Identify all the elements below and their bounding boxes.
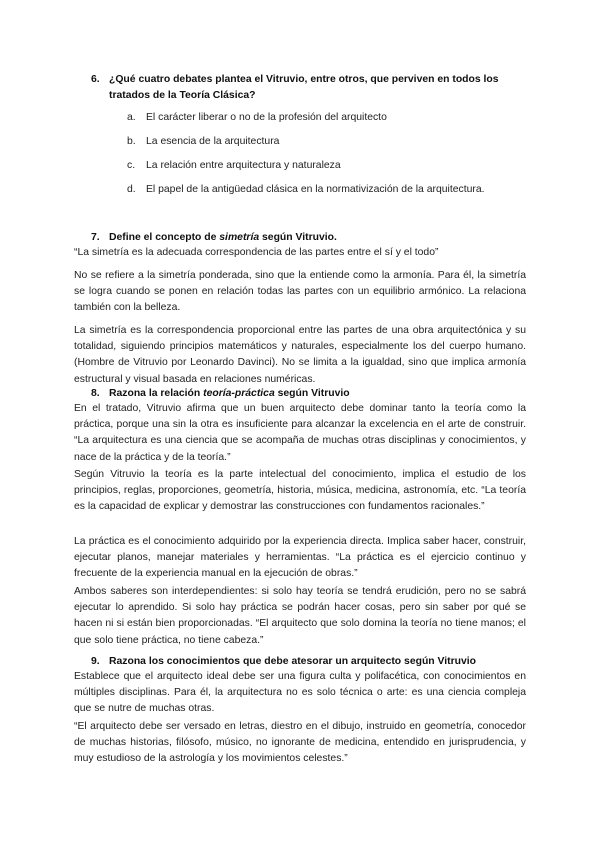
paragraph: La práctica es el conocimiento adquirido por la experiencia directa. Implica saber hacer, construir, ejecutar planos, manejar materiales y herramientas. “La práctica es el ejercicio continuo y frecuente de la experiencia manual en la ejecución de obras.”	[74, 536, 526, 580]
paragraph: En el tratado, Vitruvio afirma que un buen arquitecto debe dominar tanto la teoría como la práctica, porque una sin la otra es insuficiente para alcanzar la excelencia en el arte de construir. “La arquitectura es una ciencia que se acompaña de muchas otras disciplinas y conocimientos, y nace de la práctica y de la teoría.”	[74, 403, 526, 463]
title-emphasis: teoría-práctica	[203, 388, 275, 399]
list-letter: c.	[127, 160, 136, 171]
list-letter: a.	[127, 112, 136, 123]
question-title	[109, 386, 350, 401]
list-text: La relación entre arquitectura y naturaleza	[146, 160, 341, 171]
paragraph: Establece que el arquitecto ideal debe ser una figura culta y polifacética, con conocimientos en múltiples disciplinas. Para él, la arquitectura no es solo técnica o arte: es una ciencia compleja que se nutre de muchas otras.	[74, 671, 526, 715]
paragraph: “El arquitecto debe ser versado en letras, diestro en el dibujo, instruido en geometría, conocedor de muchas historias, filósofo, músico, no ignorante de medicina, entendido en jurisprudencia, y muy estudioso de la astrología y los movimientos celestes.”	[74, 721, 526, 765]
list-text: El papel de la antigüedad clásica en la normativización de la arquitectura.	[146, 184, 485, 195]
paragraph: Según Vitruvio la teoría es la parte intelectual del conocimiento, implica el estudio de los principios, reglas, proporciones, geometría, historia, música, medicina, astronomía, etc. “La teoría es la capacidad de explicar y demostrar las construcciones con fundamentos racionales.”	[74, 469, 526, 513]
question-8-heading	[91, 386, 511, 402]
title-text: Define el concepto de	[109, 232, 220, 243]
question-number: 7.	[91, 232, 100, 243]
question-number: 6.	[91, 74, 100, 85]
list-text: El carácter liberar o no de la profesión del arquitecto	[146, 112, 387, 123]
question-title-line-2: tratados de la Teoría Clásica?	[109, 90, 256, 101]
question-number: 8.	[91, 388, 100, 399]
question-title	[109, 230, 337, 245]
title-text: según Vitruvio	[274, 388, 350, 399]
question-number: 9.	[91, 656, 100, 667]
paragraph: La simetría es la correspondencia proporcional entre las partes de una obra arquitectónica y su totalidad, siguiendo principios matemáticos y naturales, especialmente los del cuerpo humano. (Hombre de Vitruvio por Leonardo Davinci). No se limita a la igualdad, sino que implica armonía estructural y visual basada en relaciones numéricas.	[74, 325, 526, 385]
quote-text: “La simetría es la adecuada correspondencia de las partes entre el sí y el todo”	[74, 247, 439, 258]
question-7-heading	[91, 230, 511, 246]
title-emphasis: simetría	[219, 232, 260, 243]
question-9-heading	[91, 654, 531, 670]
list-letter: d.	[127, 184, 136, 195]
list-letter: b.	[127, 136, 136, 147]
question-title: Razona los conocimientos que debe atesorar un arquitecto según Vitruvio	[109, 656, 477, 667]
list-text: La esencia de la arquitectura	[146, 136, 280, 147]
question-title-line-1: ¿Qué cuatro debates plantea el Vitruvio, entre otros, que perviven en todos los	[109, 74, 499, 85]
question-6-heading	[91, 72, 531, 104]
paragraph: Ambos saberes son interdependientes: si solo hay teoría se tendrá erudición, pero no se sabrá ejecutar lo aprendido. Si solo hay práctica se podrán hacer cosas, pero sin saber por qué se hacen ni si están bien proporcionadas. “El arquitecto que solo domina la teoría no tiene manos; el que solo tiene práctica, no tiene cabeza.”	[74, 586, 526, 646]
paragraph: No se refiere a la simetría ponderada, sino que la entiende como la armonía. Para él, la simetría se logra cuando se ponen en relación todas las partes con un equilibrio armónico. La relaciona también con la belleza.	[74, 270, 526, 314]
title-text: según Vitruvio.	[259, 232, 337, 243]
title-text: Razona la relación	[109, 388, 204, 399]
